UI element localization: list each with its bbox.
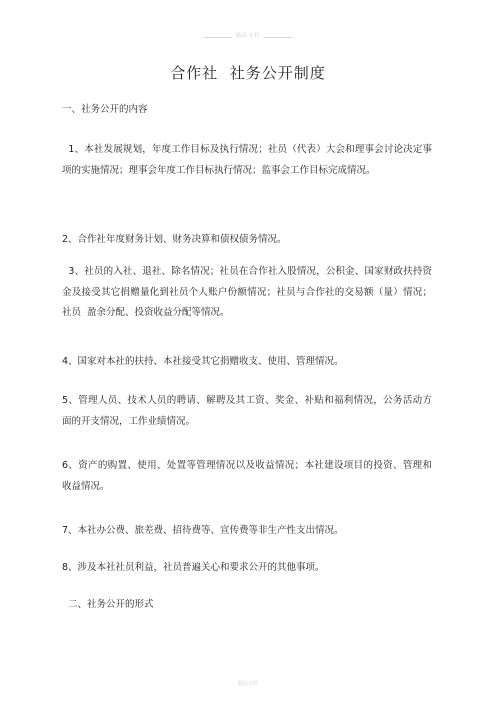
paragraph-4: 4、国家对本社的扶持、本社接受其它捐赠收支、使用、管理情况。 <box>62 356 344 367</box>
header-watermark: 精品文档 <box>232 32 264 42</box>
document-title: 合作社 社务公开制度 <box>170 64 326 82</box>
section-1-heading: 一、社务公开的内容 <box>62 104 148 115</box>
paragraph-6: 6、资产的购置、使用、处置等管理情况以及收益情况；本社建设项目的投资、管理和 收益情况。 <box>62 460 439 492</box>
paragraph-1: 1、本社发展规划，年度工作目标及执行情况；社员（代表）大会和理事会讨论决定事 项的实施情况；理事会年度工作目标执行情况；监事会工作目标完成情况。 <box>62 144 439 176</box>
section-2-heading: 二、社务公开的形式 <box>68 599 154 610</box>
paragraph-8: 8、涉及本社社员利益，社员普遍关心和要求公开的其他事项。 <box>62 562 325 573</box>
footer-watermark: 精品文档 <box>237 681 258 687</box>
paragraph-3: 3、社员的入社、退社、除名情况；社员在合作社入股情况，公积金、国家财政扶持资 金及接受其它捐赠量化到社员个人账户份额情况；社员与合作社的交易额（量）情况；社员 盈余分配、投资收益分配等情况。 <box>62 266 439 318</box>
paragraph-5: 5、管理人员、技术人员的聘请、解聘及其工资、奖金、补贴和福利情况，公务活动方 面的开支情况，工作业绩情况。 <box>62 395 439 427</box>
paragraph-7: 7、本社办公费、旅差费、招待费等、宣传费等非生产性支出情况。 <box>62 525 344 536</box>
paragraph-2: 2、合作社年度财务计划、财务决算和债权债务情况。 <box>62 234 287 245</box>
